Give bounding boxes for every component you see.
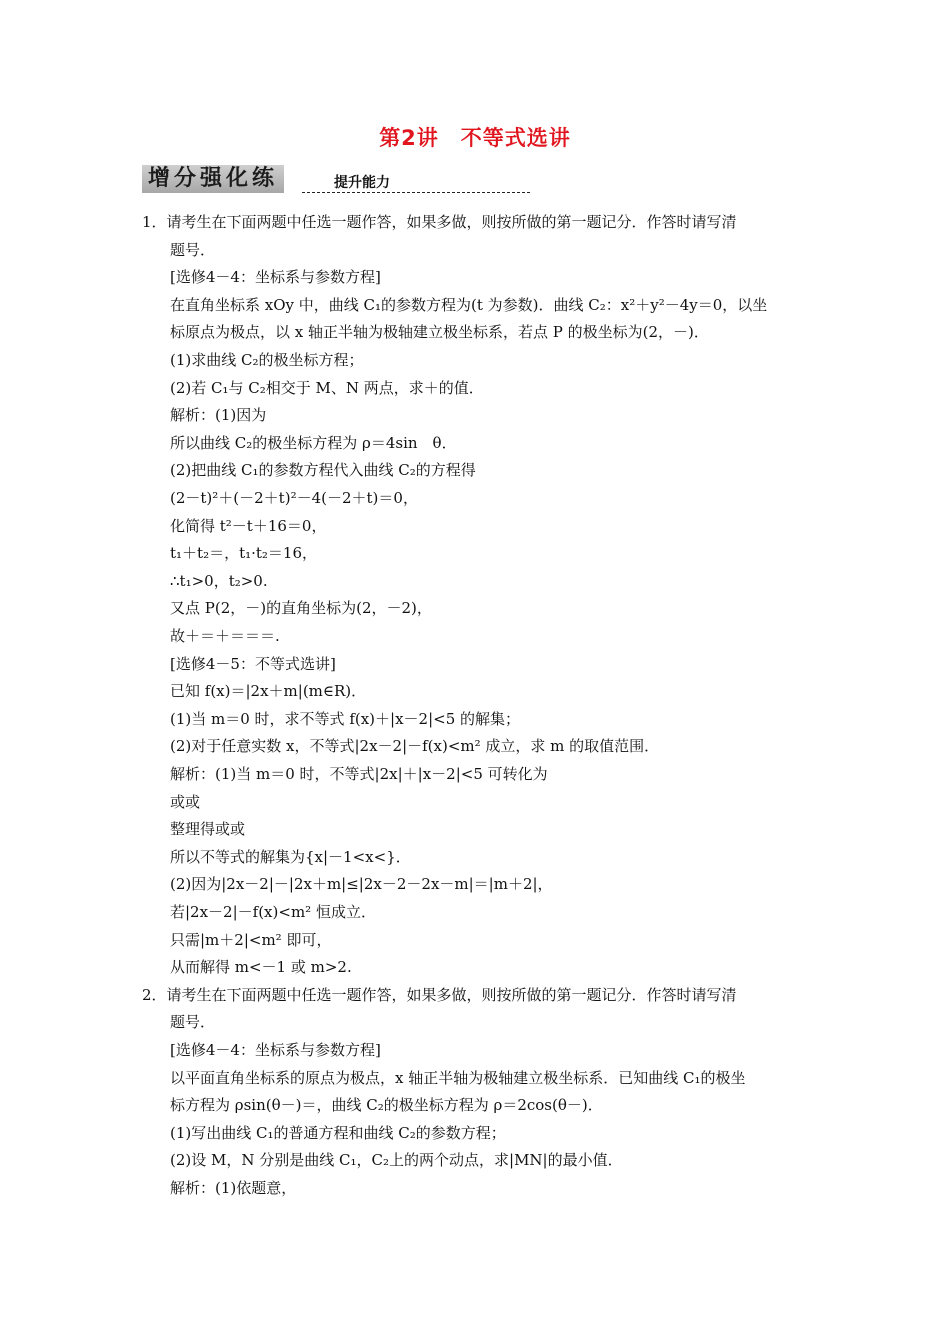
banner-sub-label: 提升能力 (334, 175, 390, 191)
text-line: 所以曲线 C₂的极坐标方程为 ρ＝4sin θ． (170, 434, 457, 452)
text-line: 所以不等式的解集为{x|－1<x<}． (170, 848, 411, 866)
text-line: [选修4－4：坐标系与参数方程] (170, 268, 381, 286)
text-line: 又点 P(2，－)的直角坐标为(2，－2)， (170, 599, 432, 617)
text-line: (2)若 C₁与 C₂相交于 M、N 两点，求＋的值． (170, 379, 484, 397)
text-line: (1)求曲线 C₂的极坐标方程； (170, 351, 364, 369)
text-line: 2．请考生在下面两题中任选一题作答，如果多做，则按所做的第一题记分．作答时请写清 (142, 986, 737, 1004)
text-line: 化简得 t²－t＋16＝0， (170, 517, 327, 535)
text-line: 只需|m＋2|<m² 即可， (170, 931, 332, 949)
text-line: 题号． (170, 1013, 216, 1031)
banner-dashed-divider (302, 192, 530, 193)
section-banner (142, 165, 532, 195)
text-line: 1．请考生在下面两题中任选一题作答，如果多做，则按所做的第一题记分．作答时请写清 (142, 213, 737, 231)
text-line: (2)设 M，N 分别是曲线 C₁，C₂上的两个动点，求|MN|的最小值． (170, 1151, 623, 1169)
text-line: 以平面直角坐标系的原点为极点，x 轴正半轴为极轴建立极坐标系．已知曲线 C₁的极坐 (170, 1069, 746, 1087)
text-line: 解析：(1)因为 (170, 406, 267, 424)
text-line: 标原点为极点，以 x 轴正半轴为极轴建立极坐标系，若点 P 的极坐标为(2，－)． (170, 323, 709, 341)
text-line: t₁＋t₂＝，t₁·t₂＝16， (170, 544, 318, 562)
text-line: 整理得或或 (170, 820, 246, 838)
text-line: (2)因为|2x－2|－|2x＋m|≤|2x－2－2x－m|＝|m＋2|， (170, 875, 553, 893)
text-line: (2)把曲线 C₁的参数方程代入曲线 C₂的方程得 (170, 461, 476, 479)
text-line: ∴t₁>0，t₂>0. (170, 572, 268, 590)
text-line: 故＋＝＋＝＝＝. (170, 627, 280, 645)
text-line: (2－t)²＋(－2＋t)²－4(－2＋t)＝0， (170, 489, 418, 507)
text-line: [选修4－4：坐标系与参数方程] (170, 1041, 381, 1059)
text-line: 解析：(1)当 m＝0 时，不等式|2x|＋|x－2|<5 可转化为 (170, 765, 548, 783)
page-title: 第2讲 不等式选讲 (379, 126, 571, 150)
text-line: 从而解得 m<－1 或 m>2. (170, 958, 352, 976)
text-line: (1)写出曲线 C₁的普通方程和曲线 C₂的参数方程； (170, 1124, 506, 1142)
text-line: (2)对于任意实数 x，不等式|2x－2|－f(x)<m² 成立，求 m 的取值范围． (170, 737, 660, 755)
text-line: 在直角坐标系 xOy 中，曲线 C₁的参数方程为(t 为参数)．曲线 C₂：x²＋y²－4y＝0，以坐 (170, 296, 768, 314)
text-line: 标方程为 ρsin(θ－)＝，曲线 C₂的极坐标方程为 ρ＝2cos(θ－)． (170, 1096, 603, 1114)
text-line: 题号． (170, 241, 216, 259)
banner-main-label: 增分强化练 (142, 165, 284, 193)
text-line: (1)当 m＝0 时，求不等式 f(x)＋|x－2|<5 的解集； (170, 710, 521, 728)
text-line: 若|2x－2|－f(x)<m² 恒成立． (170, 903, 376, 921)
text-line: 解析：(1)依题意， (170, 1179, 297, 1197)
text-line: 已知 f(x)＝|2x＋m|(m∈R)． (170, 682, 367, 700)
text-line: 或或 (170, 793, 201, 811)
text-line: [选修4－5：不等式选讲] (170, 655, 336, 673)
